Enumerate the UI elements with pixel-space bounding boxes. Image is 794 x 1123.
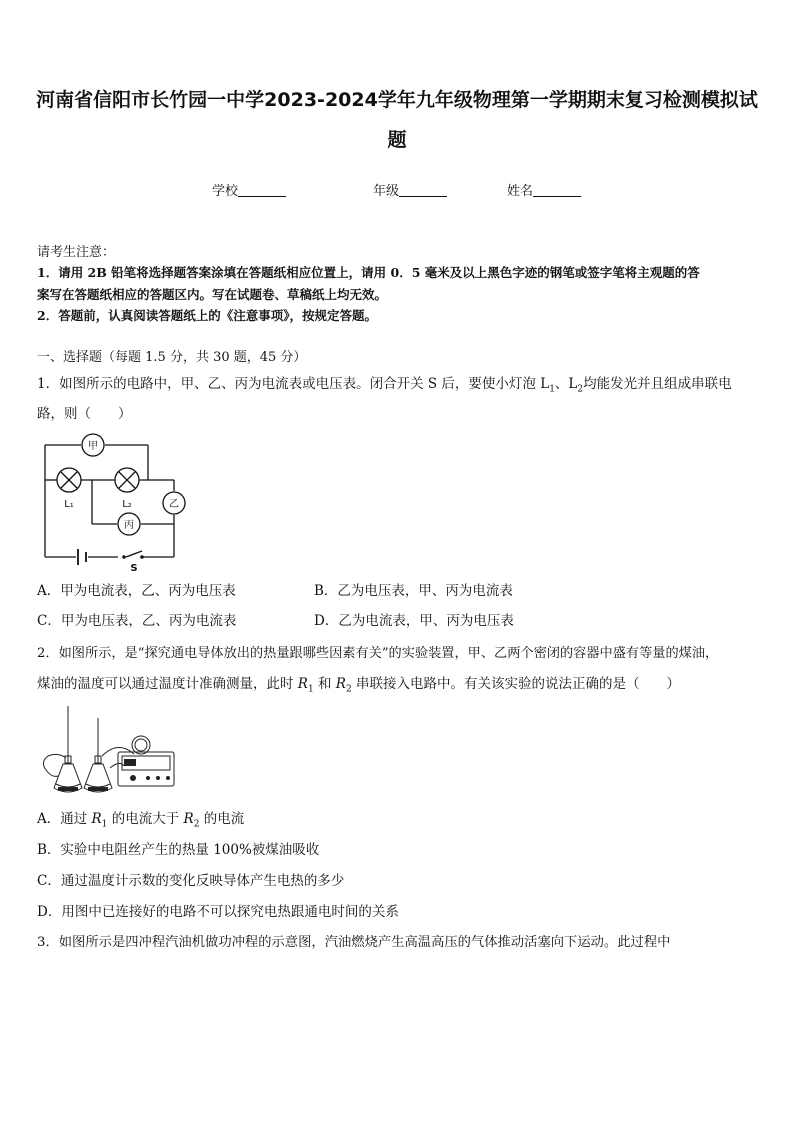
q1-option-a: A．甲为电流表，乙、丙为电压表 xyxy=(37,583,236,599)
switch-label: S xyxy=(130,563,138,573)
q1-circuit-diagram xyxy=(38,433,194,573)
q1-option-c: C．甲为电压表，乙、丙为电流表 xyxy=(37,613,237,629)
name-blank xyxy=(533,184,581,197)
q2-option-a: A．通过 $R_1$ 的电流大于 $R_2$ 的电流 xyxy=(37,811,245,830)
grade-blank xyxy=(399,184,447,197)
q2-line1: 2．如图所示，是“探究通电导体放出的热量跟哪些因素有关”的实验装置，甲、乙两个密闭的容器中盛有等量的煤油， xyxy=(37,646,719,661)
school-field xyxy=(212,180,286,199)
name-field xyxy=(507,180,581,199)
meter-bing-label: 丙 xyxy=(124,520,134,531)
q2-apparatus-figure xyxy=(38,704,178,800)
grade-label: 年级 xyxy=(373,184,400,199)
q2-option-b: B．实验中电阻丝产生的热量 100%被煤油吸收 xyxy=(37,842,320,858)
notice-heading: 请考生注意： xyxy=(37,245,116,260)
q3-line1: 3．如图所示是四冲程汽油机做功冲程的示意图，汽油燃烧产生高温高压的气体推动活塞向下运动。此过程中 xyxy=(37,935,671,950)
school-blank xyxy=(238,184,286,197)
notice-item2: 2．答题前，认真阅读答题纸上的《注意事项》，按规定答题。 xyxy=(37,308,377,323)
q1-option-d: D．乙为电流表，甲、丙为电压表 xyxy=(314,613,514,629)
q1-line2: 路，则（ ） xyxy=(37,406,132,422)
section1-heading: 一、选择题（每题 1.5 分，共 30 题，45 分） xyxy=(37,350,307,365)
exam-title-line1: 河南省信阳市长竹园一中学2023-2024学年九年级物理第一学期期末复习检测模拟试 xyxy=(36,89,758,111)
meter-jia-label: 甲 xyxy=(88,441,98,452)
meter-yi-label: 乙 xyxy=(169,499,179,510)
grade-field xyxy=(373,180,447,199)
lamp2-label: L₂ xyxy=(122,499,132,510)
notice-item1-line1: 1．请用 2B 铅笔将选择题答案涂填在答题纸相应位置上，请用 0．5 毫米及以上黑色字迹的钢笔或签字笔将主观题的答 xyxy=(37,265,700,280)
q2-option-c: C．通过温度计示数的变化反映导体产生电热的多少 xyxy=(37,873,345,889)
notice-item1-line2: 案写在答题纸相应的答题区内。写在试题卷、草稿纸上均无效。 xyxy=(37,287,388,302)
name-label: 姓名 xyxy=(507,184,534,199)
q1-line1: 1．如图所示的电路中，甲、乙、丙为电流表或电压表。闭合开关 S 后，要使小灯泡 $L_1$、$L_2$均能发光并且组成串联电 xyxy=(37,376,732,395)
q2-option-d: D．用图中已连接好的电路不可以探究电热跟通电时间的关系 xyxy=(37,904,399,920)
lamp1-label: L₁ xyxy=(64,499,74,510)
school-label: 学校 xyxy=(212,184,239,199)
exam-title-line2: 题 xyxy=(387,129,407,151)
q2-line2: 煤油的温度可以通过温度计准确测量，此时 $R_1$ 和 $R_2$ 串联接入电路中。有关该实验的说法正确的是（ ） xyxy=(37,676,680,695)
q1-option-b: B．乙为电压表，甲、丙为电流表 xyxy=(314,583,513,599)
